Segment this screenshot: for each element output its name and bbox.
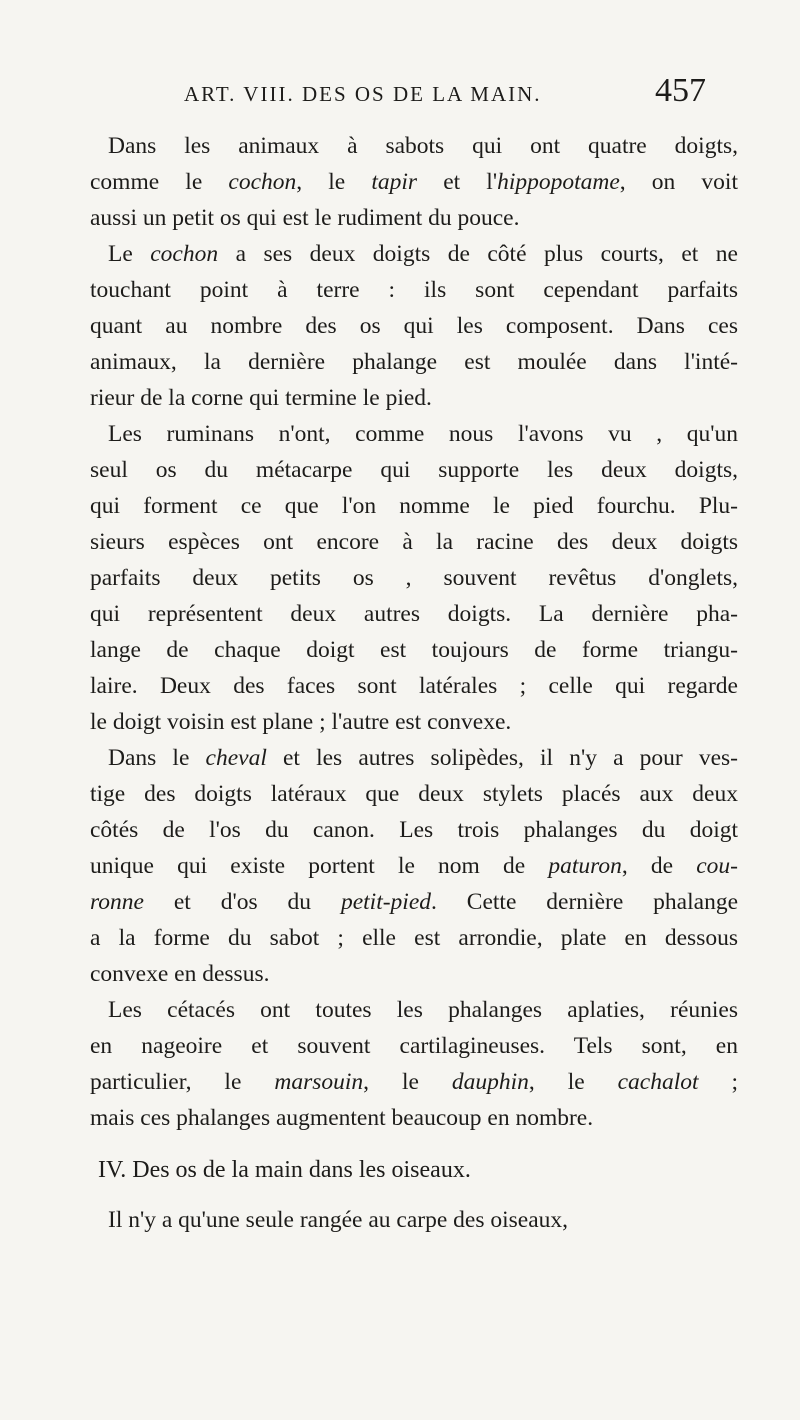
paragraph-line <box>90 200 738 236</box>
italic-term: petit-pied <box>340 889 432 915</box>
paragraph-line <box>90 416 738 452</box>
section-heading: IV. Des os de la main dans les oiseaux. <box>98 1157 471 1183</box>
paragraph-line <box>90 884 738 920</box>
paragraph-line <box>90 812 738 848</box>
italic-term: cochon <box>228 169 297 195</box>
italic-term: cachalot <box>617 1069 699 1095</box>
text-run: qui représentent deux autres doigts. La dernière pha- <box>90 601 738 627</box>
text-run: , le <box>296 169 372 195</box>
paragraph-line <box>90 560 738 596</box>
text-run: laire. Deux des faces sont latérales ; celle qui regarde <box>90 673 738 699</box>
running-head: ART. VIII. DES OS DE LA MAIN. <box>184 82 542 106</box>
text-run: mais ces phalanges augmentent beaucoup en nombre. <box>90 1105 594 1131</box>
page-header <box>150 70 710 116</box>
text-run: ; <box>698 1069 738 1095</box>
text-run: , de <box>621 853 697 879</box>
italic-term: paturon <box>548 853 622 879</box>
paragraph-line <box>90 452 738 488</box>
italic-term: marsouin <box>274 1069 364 1095</box>
paragraph-line <box>90 740 738 776</box>
page-number: 457 <box>655 72 706 109</box>
paragraph-line <box>90 596 738 632</box>
paragraph-line <box>90 848 738 884</box>
text-run: a ses deux doigts de côté plus courts, et ne <box>218 241 738 267</box>
text-run: Dans le <box>108 745 206 771</box>
paragraph-line <box>90 308 738 344</box>
paragraph-line <box>90 344 738 380</box>
text-run: touchant point à terre : ils sont cependant parfaits <box>90 277 738 303</box>
text-run: unique qui existe portent le nom de <box>90 853 549 879</box>
text-run: a la forme du sabot ; elle est arrondie, plate en dessous <box>90 925 738 951</box>
paragraph-line <box>90 1028 738 1064</box>
paragraph-line <box>90 1100 738 1136</box>
paragraph-line <box>90 668 738 704</box>
text-run: qui forment ce que l'on nomme le pied fourchu. Plu- <box>90 493 738 519</box>
body-text <box>90 128 738 1238</box>
paragraph-line <box>90 236 738 272</box>
text-run: convexe en dessus. <box>90 961 270 987</box>
text-run: , on voit <box>619 169 738 195</box>
text-run: Dans les animaux à sabots qui ont quatre doigts, <box>108 133 738 159</box>
italic-term: cou- <box>696 853 738 879</box>
text-run: tige des doigts latéraux que deux stylets placés aux deux <box>90 781 738 807</box>
paragraph-line <box>90 992 738 1028</box>
text-run: rieur de la corne qui termine le pied. <box>90 385 432 411</box>
text-run: particulier, le <box>90 1069 275 1095</box>
italic-term: hippopotame <box>497 169 620 195</box>
text-run: côtés de l'os du canon. Les trois phalanges du doigt <box>90 817 738 843</box>
paragraph-line <box>90 128 738 164</box>
text-run: quant au nombre des os qui les composent. Dans ces <box>90 313 738 339</box>
text-run: et les autres solipèdes, il n'y a pour ves- <box>266 745 738 771</box>
text-run: parfaits deux petits os , souvent revêtus d'onglets, <box>90 565 738 591</box>
text-run: Les ruminans n'ont, comme nous l'avons vu , qu'un <box>108 421 738 447</box>
paragraph-line <box>90 632 738 668</box>
italic-term: cochon <box>150 241 219 267</box>
text-run: , le <box>528 1069 618 1095</box>
text-run: lange de chaque doigt est toujours de forme triangu- <box>90 637 738 663</box>
text-run: Les cétacés ont toutes les phalanges aplaties, réunies <box>108 997 738 1023</box>
text-run: comme le <box>90 169 229 195</box>
paragraph-line <box>90 524 738 560</box>
paragraph-line <box>90 164 738 200</box>
paragraph-line <box>90 380 738 416</box>
text-run: . Cette dernière phalange <box>431 889 738 915</box>
italic-term: cheval <box>205 745 267 771</box>
text-run: le doigt voisin est plane ; l'autre est convexe. <box>90 709 512 735</box>
paragraph-line <box>90 1064 738 1100</box>
paragraph-line: Il n'y a qu'une seule rangée au carpe des oiseaux, <box>108 1207 568 1233</box>
paragraph-line <box>90 956 738 992</box>
text-run: Le <box>108 241 151 267</box>
text-run: animaux, la dernière phalange est moulée dans l'inté- <box>90 349 738 375</box>
italic-term: dauphin <box>451 1069 529 1095</box>
text-run: et d'os du <box>143 889 341 915</box>
paragraph-line <box>90 920 738 956</box>
paragraph-line <box>90 776 738 812</box>
text-run: aussi un petit os qui est le rudiment du pouce. <box>90 205 520 231</box>
text-run: sieurs espèces ont encore à la racine des deux doigts <box>90 529 738 555</box>
text-run: en nageoire et souvent cartilagineuses. Tels sont, en <box>90 1033 738 1059</box>
italic-term: tapir <box>371 169 418 195</box>
text-run: et l' <box>417 169 498 195</box>
text-run: seul os du métacarpe qui supporte les deux doigts, <box>90 457 738 483</box>
paragraph-line <box>90 488 738 524</box>
text-run: , le <box>363 1069 452 1095</box>
paragraph-line <box>90 704 738 740</box>
paragraph-line <box>90 272 738 308</box>
italic-term: ronne <box>90 889 144 915</box>
